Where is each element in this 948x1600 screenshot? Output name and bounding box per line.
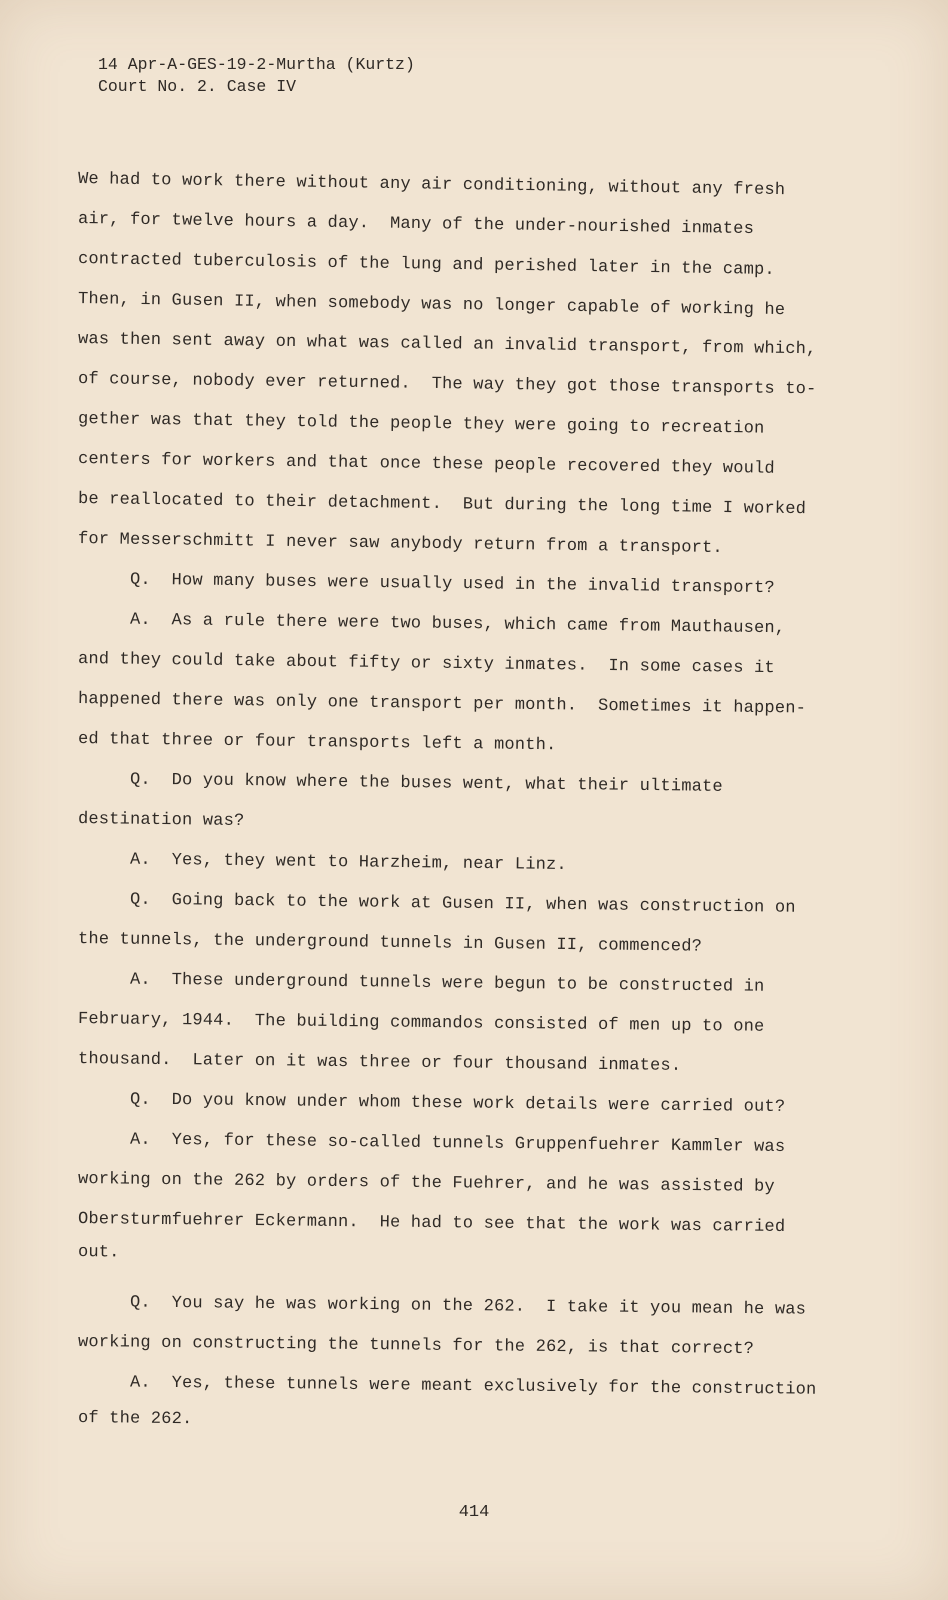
document-header [98,54,415,98]
text-line: A. As a rule there were two buses, which came from Mauthausen, [77,610,786,639]
text-line: destination was? [77,810,245,832]
document-body [78,170,838,1428]
text-line: out. [77,1243,120,1263]
text-line: A. These underground tunnels were begun to be constructed in [77,970,765,997]
text-line: working on the 262 by orders of the Fuehrer, and he was assisted by [77,1170,775,1197]
text-line: for Messerschmitt I never saw anybody return from a transport. [77,530,723,559]
text-line: be reallocated to their detachment. But during the long time I worked [77,490,807,520]
header-line-1: 14 Apr-A-GES-19-2-Murtha (Kurtz) [98,55,415,74]
page-number: 414 [458,1503,490,1522]
text-line: the tunnels, the underground tunnels in Gusen II, commenced? [77,930,703,957]
text-line: Q. Going back to the work at Gusen II, when was construction on [77,890,796,918]
text-line: working on constructing the tunnels for the 262, is that correct? [77,1333,755,1360]
text-line: and they could take about fifty or sixty inmates. In some cases it [77,650,775,679]
text-line: was then sent away on what was called an invalid transport, from which, [77,330,817,360]
text-line: A. Yes, for these so-called tunnels Gruppenfuehrer Kammler was [77,1130,786,1158]
text-line: of course, nobody ever returned. The way they got those transports to- [77,370,817,400]
text-line: February, 1944. The building commandos consisted of men up to one [77,1010,765,1037]
text-line: of the 262. [77,1409,193,1430]
text-line: happened there was only one transport per month. Sometimes it happen- [77,690,807,719]
text-line: Then, in Gusen II, when somebody was no longer capable of working he [77,290,786,321]
text-line: A. Yes, they went to Harzheim, near Linz. [77,850,567,875]
text-line: We had to work there without any air conditioning, without any fresh [77,170,786,201]
text-line: ed that three or four transports left a month. [77,730,557,756]
text-line: thousand. Later on it was three or four thousand inmates. [77,1050,682,1076]
text-line: contracted tuberculosis of the lung and perished later in the camp. [77,250,775,280]
text-line: air, for twelve hours a day. Many of the under-nourished inmates [77,210,755,240]
text-line: Q. Do you know under whom these work details were carried out? [77,1090,786,1118]
text-line: Q. How many buses were usually used in the invalid transport? [77,570,775,599]
header-line-2: Court No. 2. Case IV [98,77,297,96]
text-line: Q. You say he was working on the 262. I take it you mean he was [77,1293,807,1320]
text-line: A. Yes, these tunnels were meant exclusively for the construction [77,1373,817,1400]
text-line: centers for workers and that once these people recovered they would [77,450,775,479]
text-line: Obersturmfuehrer Eckermann. He had to see that the work was carried [77,1210,786,1238]
text-line: gether was that they told the people they were going to recreation [77,410,765,439]
text-line: Q. Do you know where the buses went, what their ultimate [77,770,723,797]
